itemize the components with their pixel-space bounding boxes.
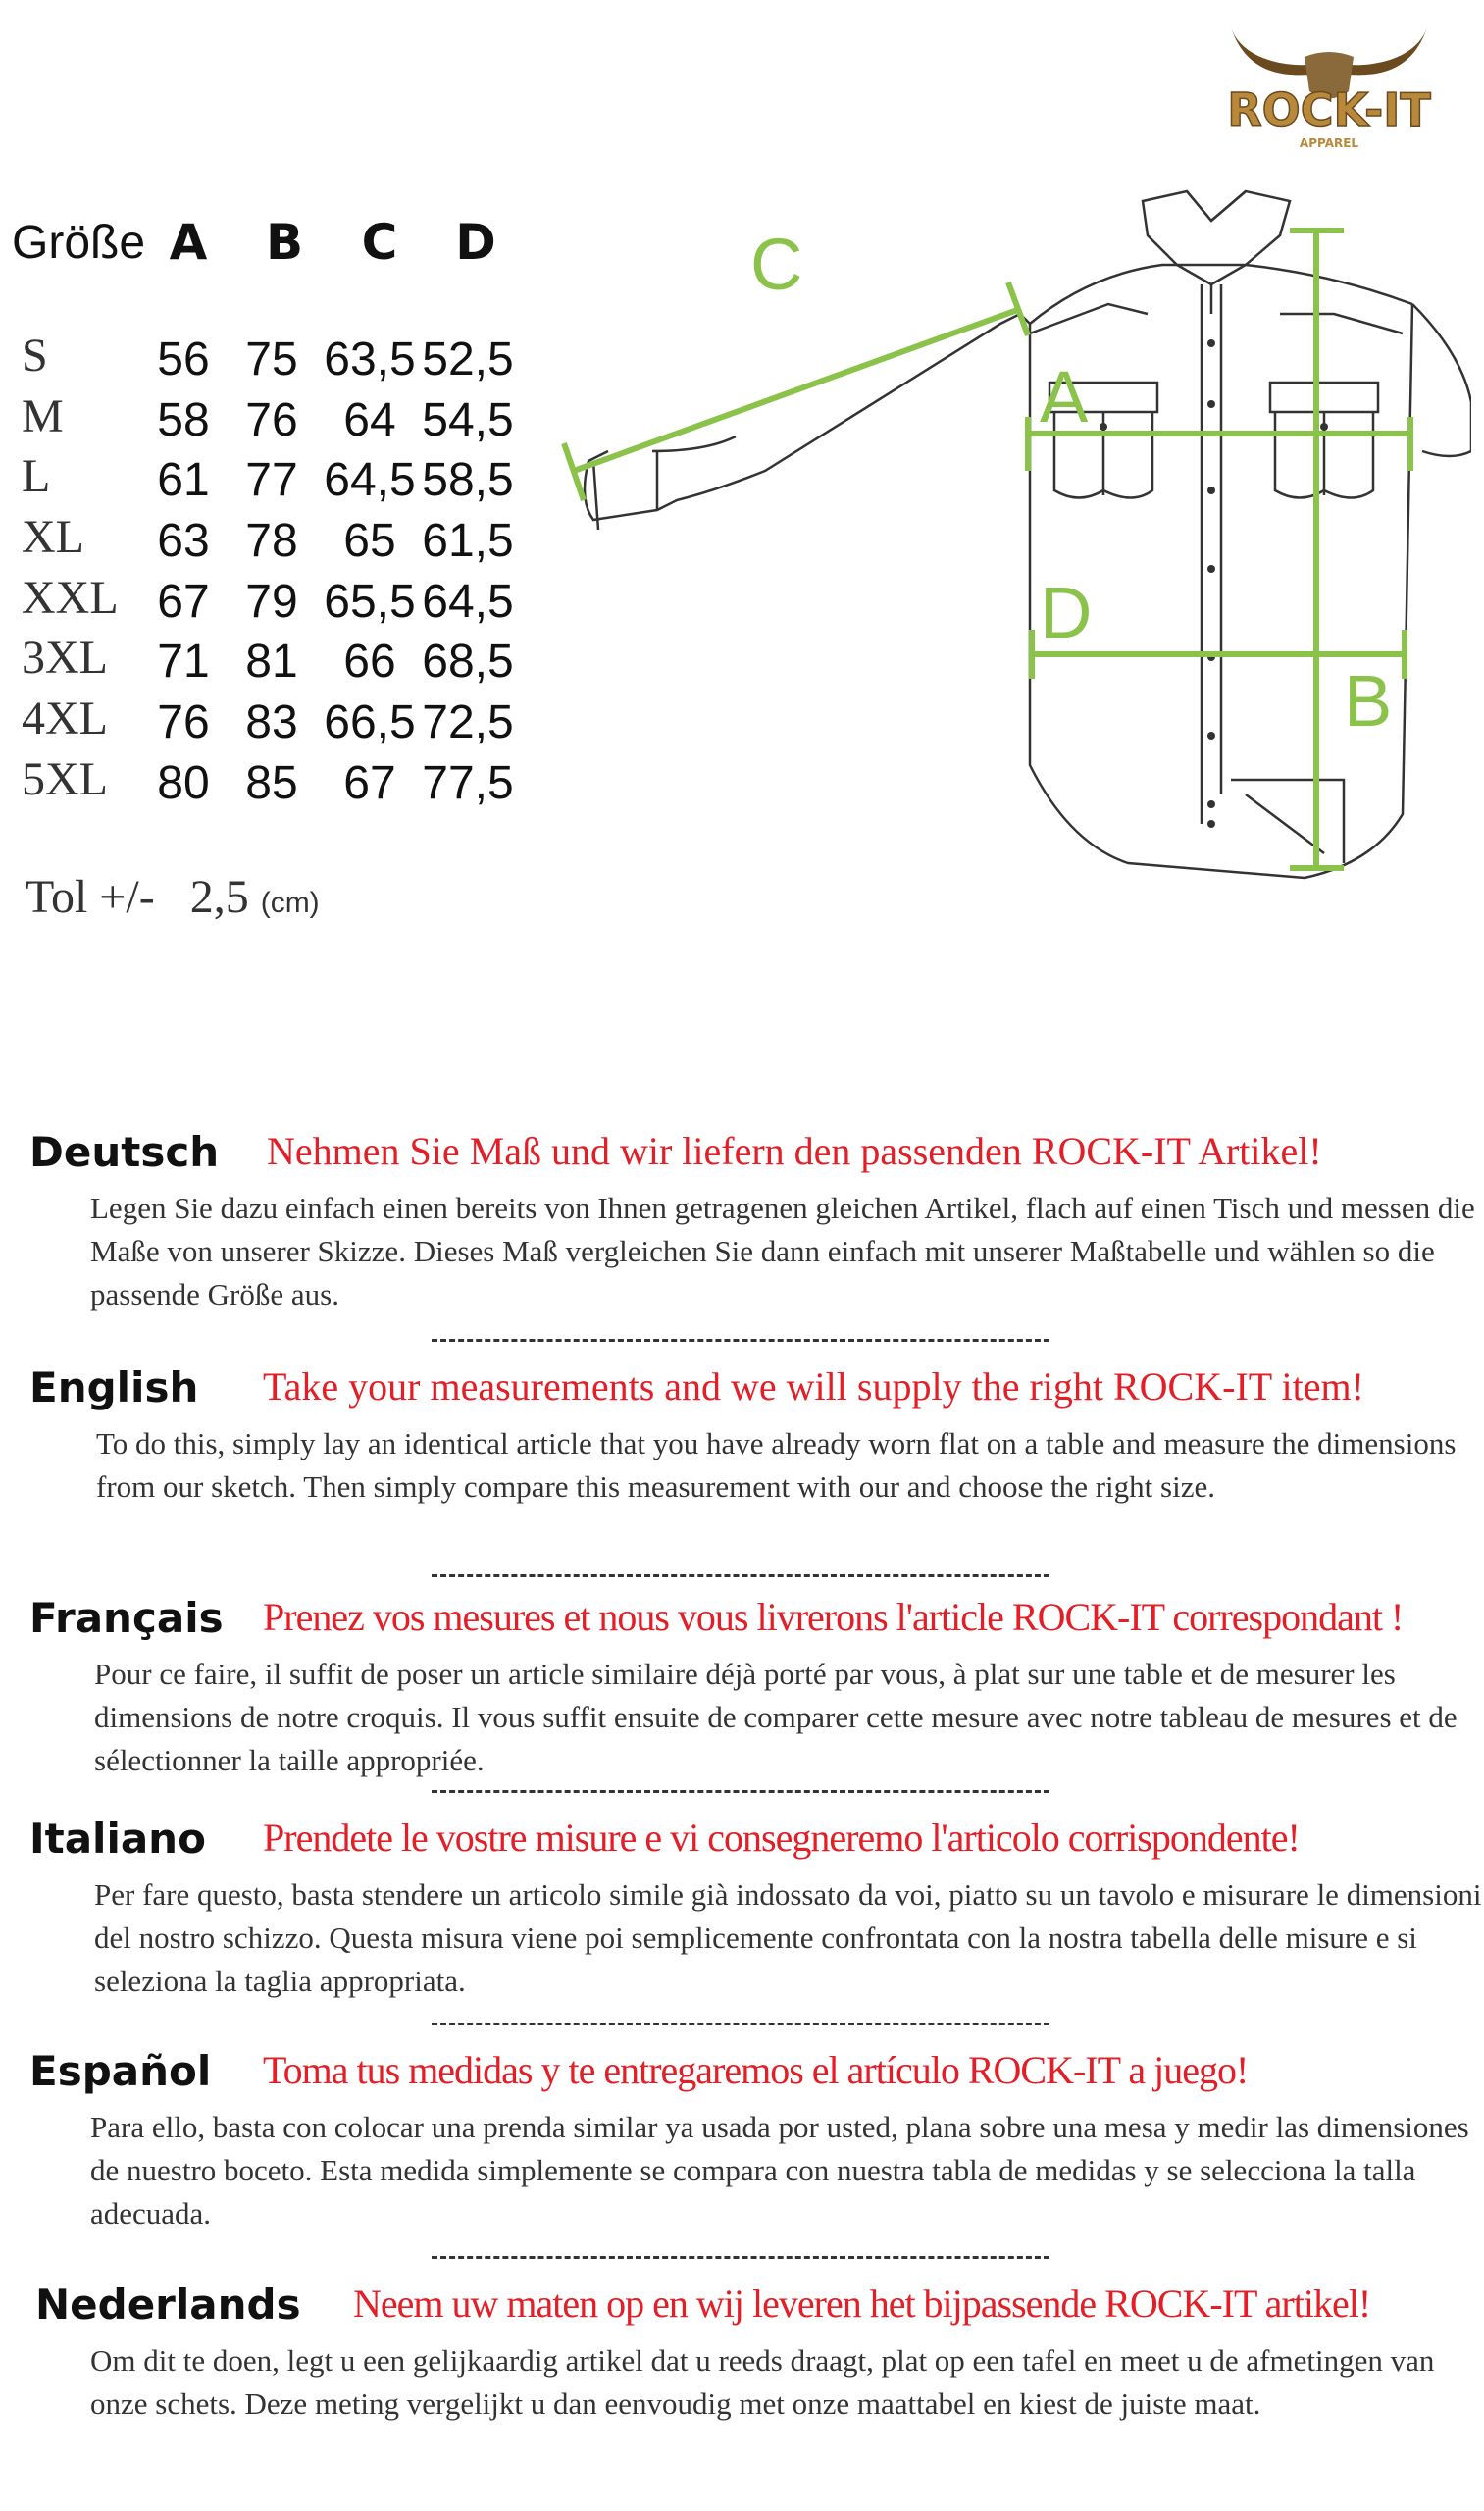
size-value-c: 66 xyxy=(343,636,396,689)
divider xyxy=(432,1574,1049,1577)
size-value-a: 76 xyxy=(157,696,210,749)
shirt-outline xyxy=(585,191,1471,878)
logo-brand-text: ROCK-IT xyxy=(1227,83,1431,136)
size-value-d: 58,5 xyxy=(422,454,514,507)
language-headline: Neem uw maten op en wij leveren het bijpassende ROCK-IT artikel! xyxy=(353,2281,1371,2326)
size-value-a: 61 xyxy=(157,454,210,507)
column-header-d: D xyxy=(455,214,496,271)
column-header-b: B xyxy=(265,214,304,271)
size-value-c: 65,5 xyxy=(324,575,416,628)
size-row xyxy=(22,631,571,692)
language-body: To do this, simply lay an identical article that you have already worn flat on a table and measure the dimensions from our sketch. Then simply compare this measurement with our and choose the right size. xyxy=(96,1426,1457,1504)
size-table-header xyxy=(12,208,561,277)
language-body: Para ello, basta con colocar una prenda similar ya usada por usted, plana sobre una mesa y medir las dimensiones de nuestro boceto. Esta medida simplemente se compara con nuestra tabla de medidas y se selecciona la talla adecuada. xyxy=(90,2110,1469,2230)
size-value-d: 52,5 xyxy=(422,333,514,385)
logo-sub-text: APPAREL xyxy=(1299,136,1359,150)
size-value-c: 65 xyxy=(343,515,396,568)
size-value-a: 67 xyxy=(157,575,210,628)
instructions-english xyxy=(29,1363,1471,1560)
language-body: Pour ce faire, il suffit de poser un article similaire déjà porté par vous, à plat sur une table et de mesurer les dimensions de notre croquis. Il vous suffit ensuite de comparer cette mesure avec notre tableau de mesures et de sélectionner la taille appropriée. xyxy=(94,1657,1458,1777)
size-value-c: 64,5 xyxy=(324,454,416,507)
instructions-nederlands xyxy=(29,2280,1471,2477)
size-row xyxy=(22,752,571,813)
language-body: Om dit te doen, legt u een gelijkaardig artikel dat u reeds draagt, plat op een tafel en meet u de afmetingen van onze schets. Deze meting vergelijkt u dan eenvoudig met onze maattabel en kiest de juiste maat. xyxy=(90,2343,1435,2421)
language-name: Español xyxy=(29,2047,212,2095)
size-value-a: 58 xyxy=(157,393,210,446)
size-label: XXL xyxy=(22,571,119,624)
size-row xyxy=(22,692,571,752)
size-value-b: 79 xyxy=(245,575,298,628)
size-label: L xyxy=(22,450,51,503)
measurement-lines xyxy=(564,231,1410,868)
size-value-a: 71 xyxy=(157,636,210,689)
tolerance-note xyxy=(26,870,320,924)
size-value-b: 75 xyxy=(245,333,298,385)
size-value-d: 54,5 xyxy=(422,393,514,446)
size-value-b: 83 xyxy=(245,696,298,749)
size-label: M xyxy=(22,389,64,442)
size-table xyxy=(22,329,571,813)
size-header-label: Größe xyxy=(12,217,146,269)
measure-label-d: D xyxy=(1040,572,1093,653)
size-row xyxy=(22,510,571,571)
size-value-b: 76 xyxy=(245,393,298,446)
size-value-c: 64 xyxy=(343,393,396,446)
size-value-a: 80 xyxy=(157,756,210,809)
size-value-c: 66,5 xyxy=(324,696,416,749)
column-header-a: A xyxy=(169,214,208,271)
size-value-a: 63 xyxy=(157,515,210,568)
language-body: Per fare questo, basta stendere un articolo simile già indossato da voi, piatto su un tavolo e misurare le dimensioni del nostro schizzo. Questa misura viene poi semplicemente confrontata con la nostra tabella delle misure e si seleziona la taglia appropriata. xyxy=(94,1877,1482,1998)
size-value-b: 85 xyxy=(245,756,298,809)
size-label: 4XL xyxy=(22,692,108,745)
size-value-d: 64,5 xyxy=(422,575,514,628)
measure-label-a: A xyxy=(1040,356,1089,437)
instructions-italiano xyxy=(29,1815,1482,2011)
tolerance-value: 2,5 xyxy=(189,871,249,923)
language-headline: Nehmen Sie Maß und wir liefern den passenden ROCK-IT Artikel! xyxy=(267,1129,1322,1173)
size-value-d: 61,5 xyxy=(422,515,514,568)
size-value-b: 77 xyxy=(245,454,298,507)
language-name: Italiano xyxy=(29,1815,206,1863)
language-headline: Prenez vos mesures et nous vous livrerons l'article ROCK-IT correspondant ! xyxy=(263,1595,1404,1639)
language-name: Français xyxy=(29,1594,224,1642)
divider xyxy=(432,1339,1049,1342)
size-value-c: 63,5 xyxy=(324,333,416,385)
measure-label-c: C xyxy=(750,224,803,305)
size-label: 3XL xyxy=(22,632,108,685)
measure-tick-c-right xyxy=(1008,282,1028,335)
measure-line-c xyxy=(574,309,1020,471)
rock-it-logo xyxy=(1211,18,1447,155)
size-row xyxy=(22,389,571,450)
tolerance-label: Tol +/- xyxy=(26,871,155,923)
measure-label-b: B xyxy=(1344,660,1393,742)
size-label: S xyxy=(22,330,48,382)
language-headline: Toma tus medidas y te entregaremos el artículo ROCK-IT a juego! xyxy=(263,2048,1249,2092)
size-value-a: 56 xyxy=(157,333,210,385)
size-label: 5XL xyxy=(22,752,108,805)
column-header-c: C xyxy=(361,214,398,271)
language-name: English xyxy=(29,1363,199,1411)
divider xyxy=(432,2256,1049,2259)
divider xyxy=(432,1790,1049,1793)
size-value-c: 67 xyxy=(343,756,396,809)
language-body: Legen Sie dazu einfach einen bereits von Ihnen getragenen gleichen Artikel, flach auf einen Tisch und messen die Maße von unserer Skizze. Dieses Maß vergleichen Sie dann einfach mit unserer Maßtabelle und wählen so die passende Größe aus. xyxy=(90,1191,1475,1311)
size-value-d: 68,5 xyxy=(422,636,514,689)
instructions-francais xyxy=(29,1594,1471,1790)
language-headline: Take your measurements and we will supply the right ROCK-IT item! xyxy=(263,1364,1364,1409)
divider xyxy=(432,2023,1049,2025)
language-headline: Prendete le vostre misure e vi consegneremo l'articolo corrispondente! xyxy=(263,1816,1300,1860)
instructions-deutsch xyxy=(29,1128,1475,1324)
size-row xyxy=(22,449,571,510)
size-label: XL xyxy=(22,511,84,564)
size-value-d: 72,5 xyxy=(422,696,514,749)
language-name: Nederlands xyxy=(35,2280,301,2329)
tolerance-unit: (cm) xyxy=(260,887,320,919)
size-value-d: 77,5 xyxy=(422,756,514,809)
shirt-measurement-diagram xyxy=(559,177,1471,893)
size-value-b: 78 xyxy=(245,515,298,568)
measure-tick-c-left xyxy=(564,443,584,500)
size-row xyxy=(22,329,571,389)
size-row xyxy=(22,571,571,632)
size-value-b: 81 xyxy=(245,636,298,689)
instructions-espanol xyxy=(29,2047,1471,2243)
language-name: Deutsch xyxy=(29,1128,220,1176)
